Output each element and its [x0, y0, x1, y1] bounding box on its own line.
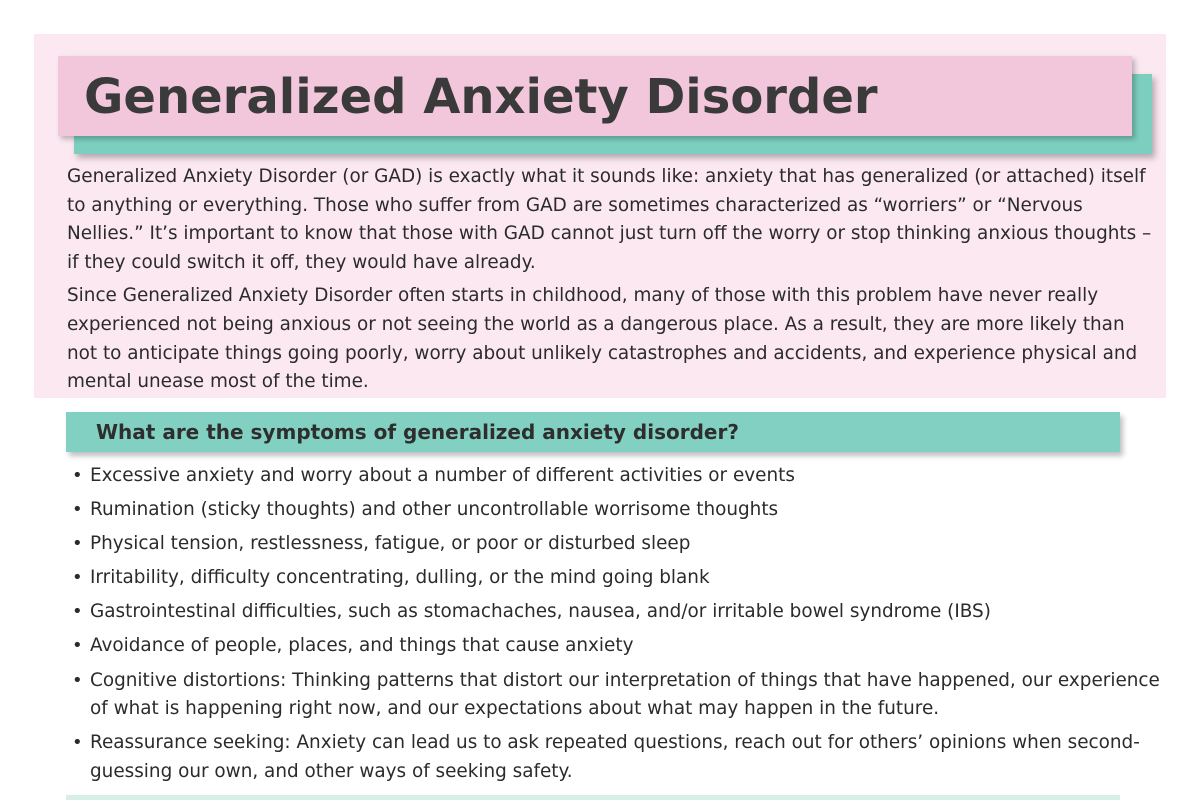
list-item: [72, 598, 1162, 627]
symptom-text: Excessive anxiety and worry about a number of different activities or events: [90, 465, 795, 486]
page-title: Generalized Anxiety Disorder: [84, 69, 878, 125]
bullet-icon: •: [72, 669, 83, 691]
list-item: [72, 462, 1162, 491]
symptom-text: Gastrointestinal difficulties, such as stomachaches, nausea, and/or irritable bowel syndrome (IBS): [90, 601, 991, 623]
symptom-text: Irritability, difficulty concentrating, dulling, or the mind going blank: [90, 567, 710, 589]
list-item: [72, 667, 1162, 724]
bullet-icon: •: [72, 601, 83, 623]
intro-paragraph-2: Since Generalized Anxiety Disorder often starts in childhood, many of those with this problem have never really experienced not being anxious or not seeing the world as a dangerous place. As a result, they are more likely than not to anticipate things going poorly, worry about unlikely catastrophes and accidents, and experience physical and mental unease most of the time.: [67, 285, 1138, 393]
symptom-text: Physical tension, restlessness, fatigue, or poor or disturbed sleep: [90, 533, 691, 555]
list-item: [72, 564, 1162, 593]
bullet-icon: •: [72, 533, 83, 555]
symptom-list: [72, 462, 1162, 792]
symptom-text: Cognitive distortions: Thinking patterns that distort our interpretation of things that have happened, our experience of what is happening right now, and our expectations about what may happen in the future.: [90, 669, 1160, 720]
list-item: [72, 729, 1162, 786]
list-item: [72, 530, 1162, 559]
bullet-icon: •: [72, 465, 83, 486]
list-item: [72, 632, 1162, 661]
symptom-text: Avoidance of people, places, and things that cause anxiety: [90, 635, 634, 657]
symptom-text: Rumination (sticky thoughts) and other uncontrollable worrisome thoughts: [90, 499, 779, 521]
intro-text: [67, 163, 1152, 402]
bullet-icon: •: [72, 567, 83, 589]
symptoms-heading: What are the symptoms of generalized anxiety disorder?: [96, 420, 739, 444]
bullet-icon: •: [72, 732, 83, 754]
bottom-divider: [66, 795, 1120, 800]
bullet-icon: •: [72, 635, 83, 657]
symptom-text: Reassurance seeking: Anxiety can lead us to ask repeated questions, reach out for others’ opinions when second-guessing our own, and other ways of seeking safety.: [90, 732, 1140, 782]
list-item: [72, 496, 1162, 525]
bullet-icon: •: [72, 499, 83, 521]
intro-paragraph-1: Generalized Anxiety Disorder (or GAD) is exactly what it sounds like: anxiety that has generalized (or attached) itself to anything or everything. Those who suffer from GAD are sometimes characterized as “worriers” or “Nervous Nellies.” It’s important to know that those with GAD cannot just turn off the worry or stop thinking anxious thoughts – if they could switch it off, they would have already.: [67, 166, 1152, 273]
